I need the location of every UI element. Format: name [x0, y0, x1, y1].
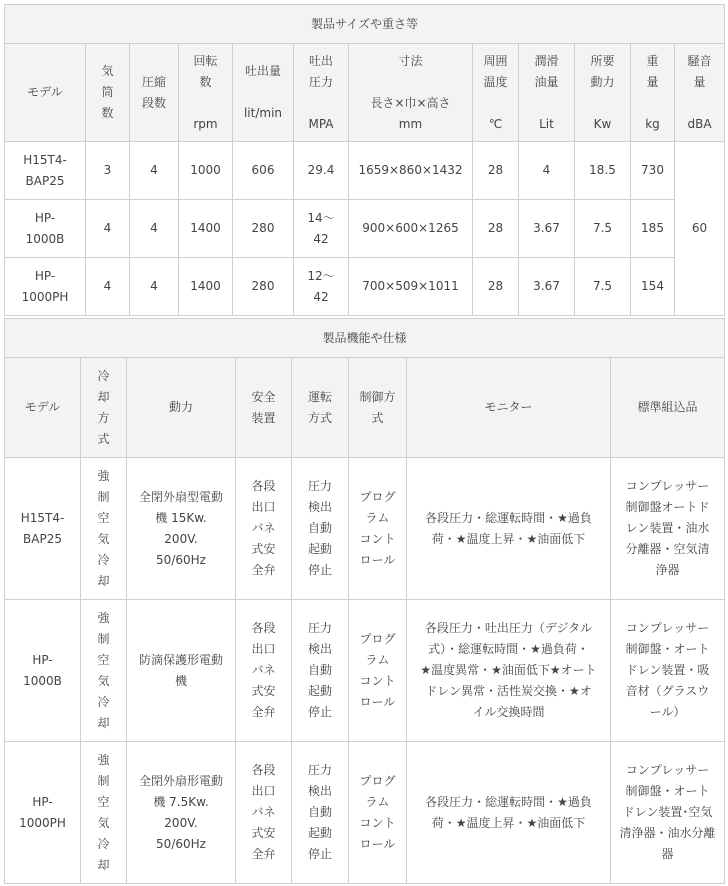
spec-cell-cooling-line: 冷	[97, 552, 110, 567]
size-cell-pressure-line: 14～	[307, 210, 335, 225]
spec-cell-operation-line: 検出	[307, 642, 332, 656]
spec-header-cell-line: 装置	[251, 410, 276, 425]
size-cell-cylinders-line: 4	[103, 279, 112, 293]
spec-header-cell	[81, 358, 127, 458]
spec-cell-motor-line: 機	[174, 673, 187, 688]
size-header-cell-line: Lit	[539, 116, 554, 131]
size-table	[4, 4, 725, 316]
size-header-cell	[233, 44, 294, 142]
size-header-cell-line: Kw	[593, 116, 612, 131]
spec-cell-operation-line: 停止	[307, 847, 332, 861]
table-row	[5, 200, 725, 258]
spec-header-cell	[5, 358, 81, 458]
spec-cell-safety-line: 全弁	[251, 847, 276, 861]
size-header-cell-line: 圧力	[308, 74, 333, 89]
size-cell-cylinders	[86, 200, 130, 258]
size-cell-stages	[130, 258, 179, 316]
spec-cell-cooling-line: 気	[97, 673, 110, 688]
spec-cell-standard	[611, 458, 725, 600]
size-header-cell-line: 回転	[193, 53, 218, 68]
spec-header-cell-line: 方	[97, 410, 110, 425]
spec-cell-motor	[127, 600, 236, 742]
size-cell-pressure	[294, 200, 349, 258]
size-header-cell-line	[179, 93, 232, 114]
size-cell-dims-line: 700×509×1011	[362, 279, 459, 293]
spec-cell-cooling-line: 冷	[97, 836, 110, 851]
size-cell-pressure	[294, 142, 349, 200]
spec-cell-control-line: ラム	[365, 510, 390, 525]
size-header-cell-line: 重	[646, 53, 659, 68]
size-header-cell-line: kg	[645, 116, 660, 131]
size-header-cell-line: 筒	[101, 85, 114, 99]
size-cell-temp	[473, 200, 519, 258]
spec-header-cell	[292, 358, 349, 458]
spec-cell-operation-line: 自動	[307, 663, 332, 677]
spec-cell-motor-line: 防滴保護形電動	[138, 652, 223, 667]
size-table-title: 製品サイズや重さ等	[5, 5, 725, 44]
size-cell-weight	[631, 258, 675, 316]
size-cell-oil-line: 3.67	[533, 279, 560, 293]
size-cell-temp-line: 28	[487, 279, 504, 293]
spec-cell-standard-line: 清浄器・油水分離	[619, 826, 716, 840]
spec-cell-standard-line: 浄器	[655, 563, 680, 577]
spec-cell-safety-line: 全弁	[251, 563, 276, 577]
size-cell-noise	[675, 142, 725, 316]
spec-cell-motor	[127, 742, 236, 884]
size-cell-model-line: HP-	[34, 210, 56, 225]
table-row	[5, 600, 725, 742]
size-header-cell-line: 圧縮	[141, 74, 166, 89]
size-cell-oil	[519, 142, 575, 200]
size-cell-power-line: 7.5	[592, 221, 613, 235]
spec-cell-operation-line: 検出	[307, 500, 332, 514]
size-cell-stages	[130, 200, 179, 258]
size-header-cell-line: 動力	[590, 74, 615, 89]
spec-header-cell-line: 制御方	[359, 389, 396, 404]
spec-header-cell-line: 冷	[97, 368, 110, 383]
spec-cell-safety-line: バネ	[251, 805, 276, 819]
size-header-cell-line: MPA	[308, 116, 334, 131]
size-cell-stages-line: 4	[150, 221, 158, 235]
size-header-cell	[179, 44, 233, 142]
spec-cell-safety-line: 出口	[251, 784, 276, 798]
size-header-cell-line: 潤滑	[534, 53, 559, 68]
spec-cell-control-line: コント	[359, 531, 396, 546]
size-cell-rpm	[179, 258, 233, 316]
table-row	[5, 258, 725, 316]
spec-cell-cooling	[81, 742, 127, 884]
spec-cell-monitor	[407, 600, 611, 742]
size-header-cell-line: 数	[101, 106, 114, 120]
size-cell-pressure-line: 12～	[307, 268, 335, 283]
size-header-cell-line	[631, 93, 674, 114]
table-row	[5, 142, 725, 200]
size-cell-noise-line: 60	[691, 221, 708, 235]
size-header-cell	[473, 44, 519, 142]
size-cell-power-line: 7.5	[592, 279, 613, 293]
spec-cell-safety	[236, 600, 292, 742]
size-header-cell-line: 量	[646, 74, 659, 89]
table-row	[5, 458, 725, 600]
size-header-cell	[631, 44, 675, 142]
spec-table	[4, 318, 725, 884]
spec-cell-motor-line: 全閉外扇型電動	[138, 489, 223, 504]
spec-cell-safety-line: 各段	[251, 763, 276, 777]
size-cell-discharge-line: 606	[251, 163, 275, 177]
spec-cell-operation-line: 圧力	[307, 479, 332, 493]
size-cell-rpm-line: 1400	[190, 279, 221, 293]
spec-cell-motor-line: 全閉外扇形電動	[138, 773, 223, 788]
spec-cell-model-line: HP-	[32, 652, 53, 667]
size-header-cell	[519, 44, 575, 142]
spec-header-cell-line: 動力	[168, 400, 193, 414]
size-cell-discharge-line: 280	[251, 221, 275, 235]
spec-table-header	[5, 358, 725, 458]
size-cell-weight	[631, 142, 675, 200]
spec-cell-safety-line: 各段	[251, 479, 276, 493]
spec-cell-cooling-line: 却	[97, 715, 110, 730]
spec-cell-standard	[611, 742, 725, 884]
spec-cell-standard-line: コンプレッサー	[625, 621, 710, 635]
size-cell-power	[575, 200, 631, 258]
spec-cell-standard-line: ドレン装置・吸	[625, 663, 710, 677]
spec-cell-model	[5, 458, 81, 600]
size-header-cell-line: 周囲	[483, 53, 508, 68]
size-header-cell-line: 騒音	[687, 53, 712, 68]
spec-cell-cooling-line: 空	[97, 652, 110, 667]
spec-cell-motor-line: 50/60Hz	[156, 552, 206, 567]
size-cell-model-line: 1000B	[25, 231, 65, 246]
size-cell-weight-line: 185	[641, 221, 664, 235]
size-cell-stages-line: 4	[150, 279, 158, 293]
spec-cell-safety-line: バネ	[251, 663, 276, 677]
spec-cell-cooling-line: 強	[97, 752, 110, 767]
spec-cell-control-line: ラム	[365, 652, 390, 667]
size-header-cell	[5, 44, 86, 142]
spec-cell-model-line: H15T4-	[20, 510, 65, 525]
spec-cell-monitor-line: 各段圧力・総運転時間・★過負	[425, 510, 592, 525]
size-header-cell-line	[675, 93, 724, 114]
spec-cell-cooling-line: 冷	[97, 694, 110, 709]
size-cell-discharge	[233, 200, 294, 258]
spec-cell-model-line: 1000B	[23, 673, 62, 688]
size-cell-model-line: 1000PH	[21, 289, 69, 304]
size-cell-pressure-line: 42	[313, 231, 329, 246]
spec-cell-monitor-line: 各段圧力・総運転時間・★過負	[425, 794, 592, 809]
spec-cell-cooling-line: 却	[97, 573, 110, 588]
size-header-cell-line: モデル	[27, 85, 63, 99]
spec-cell-control	[349, 458, 407, 600]
size-cell-stages	[130, 142, 179, 200]
spec-cell-standard-line: コンプレッサー	[625, 763, 710, 777]
spec-cell-safety-line: 出口	[251, 642, 276, 656]
size-header-cell-line: dBA	[687, 116, 712, 131]
spec-cell-standard-line: 制御盤・オート	[625, 642, 710, 656]
spec-cell-monitor-line: ★温度異常・★油面低下★オート	[420, 663, 597, 677]
spec-cell-control-line: ロール	[359, 552, 396, 567]
size-cell-model	[5, 200, 86, 258]
spec-header-cell-line: 式	[97, 431, 110, 446]
spec-cell-motor-line: 機 7.5Kw.	[153, 794, 209, 809]
spec-cell-operation-line: 自動	[307, 521, 332, 535]
spec-cell-motor-line: 50/60Hz	[156, 836, 206, 851]
spec-cell-operation	[292, 458, 349, 600]
size-cell-power	[575, 258, 631, 316]
size-header-cell-line: mm	[398, 116, 423, 131]
spec-cell-control-line: コント	[359, 815, 396, 830]
spec-table-title: 製品機能や仕様	[5, 319, 725, 358]
spec-cell-monitor-line: 荷・★温度上昇・★油面低下	[431, 531, 586, 546]
spec-cell-safety-line: 全弁	[251, 705, 276, 719]
spec-cell-standard	[611, 600, 725, 742]
size-header-cell-line	[349, 72, 472, 93]
spec-cell-operation	[292, 600, 349, 742]
size-cell-model-line: H15T4-	[23, 152, 67, 167]
size-cell-pressure-line: 29.4	[307, 163, 335, 177]
spec-header-cell	[349, 358, 407, 458]
spec-header-cell-line: 却	[97, 389, 110, 404]
spec-cell-safety-line: バネ	[251, 521, 276, 535]
size-cell-weight	[631, 200, 675, 258]
size-cell-discharge	[233, 142, 294, 200]
spec-cell-standard-line: 音材（グラスウ	[625, 684, 710, 698]
spec-header-cell-line: 方式	[307, 410, 332, 425]
size-cell-temp-line: 28	[487, 221, 504, 235]
size-table-header	[5, 44, 725, 142]
spec-cell-cooling-line: 強	[97, 468, 110, 483]
size-cell-dims-line: 900×600×1265	[362, 221, 459, 235]
spec-cell-control-line: ロール	[359, 836, 396, 851]
spec-cell-operation-line: 停止	[307, 563, 332, 577]
size-cell-cylinders	[86, 258, 130, 316]
size-header-cell-line: 油量	[534, 74, 559, 89]
spec-cell-monitor	[407, 458, 611, 600]
size-header-cell	[130, 44, 179, 142]
size-header-cell-line: 所要	[590, 53, 615, 68]
spec-cell-control-line: プログ	[359, 773, 396, 788]
spec-cell-operation-line: 圧力	[307, 621, 332, 635]
spec-cell-model-line: BAP25	[23, 531, 62, 546]
spec-cell-safety	[236, 458, 292, 600]
spec-header-cell-line: 安全	[251, 389, 276, 404]
size-cell-cylinders-line: 4	[103, 221, 112, 235]
size-cell-dims	[349, 200, 473, 258]
spec-cell-cooling-line: 気	[97, 531, 110, 546]
spec-cell-standard-line: レン装置・油水	[625, 521, 710, 535]
size-cell-pressure	[294, 258, 349, 316]
spec-cell-control-line: プログ	[359, 489, 396, 504]
size-cell-stages-line: 4	[150, 163, 158, 177]
size-cell-oil-line: 3.67	[533, 221, 560, 235]
spec-cell-model-line: HP-	[32, 794, 53, 809]
size-cell-pressure-line: 42	[313, 289, 329, 304]
size-header-cell-line: rpm	[193, 116, 218, 131]
size-header-cell	[86, 44, 130, 142]
size-header-cell	[294, 44, 349, 142]
size-header-cell-line: lit/min	[243, 106, 283, 120]
spec-cell-monitor	[407, 742, 611, 884]
spec-header-cell	[407, 358, 611, 458]
spec-cell-standard-line: 制御盤オートド	[625, 500, 710, 514]
size-cell-model-line: HP-	[34, 268, 56, 283]
spec-cell-cooling-line: 却	[97, 857, 110, 872]
size-header-cell-line: 数	[199, 74, 212, 89]
spec-header-cell-line: モニター	[484, 400, 533, 414]
spec-cell-operation	[292, 742, 349, 884]
size-header-cell-line	[575, 93, 630, 114]
size-cell-dims-line: 1659×860×1432	[358, 163, 463, 177]
spec-header-cell	[611, 358, 725, 458]
size-header-cell-line: 気	[101, 64, 114, 78]
spec-header-cell-line: 式	[371, 410, 384, 425]
spec-cell-model-line: 1000PH	[19, 815, 66, 830]
size-cell-cylinders-line: 3	[103, 163, 112, 177]
spec-cell-operation-line: 検出	[307, 784, 332, 798]
size-header-cell-line	[233, 82, 293, 103]
spec-cell-operation-line: 圧力	[307, 763, 332, 777]
spec-cell-operation-line: 起動	[307, 684, 332, 698]
size-cell-oil	[519, 258, 575, 316]
size-cell-power	[575, 142, 631, 200]
size-header-cell-line	[519, 93, 574, 114]
spec-cell-standard-line: 分離器・空気清	[625, 542, 710, 556]
size-header-cell-line: 寸法	[398, 53, 423, 68]
spec-cell-safety-line: 式安	[251, 684, 276, 698]
size-cell-model-line: BAP25	[25, 173, 65, 188]
spec-cell-control-line: プログ	[359, 631, 396, 646]
size-cell-rpm	[179, 200, 233, 258]
spec-cell-operation-line: 起動	[307, 542, 332, 556]
spec-cell-control	[349, 742, 407, 884]
spec-cell-control-line: ロール	[359, 694, 396, 709]
spec-cell-safety-line: 各段	[251, 621, 276, 635]
spec-cell-control-line: ラム	[365, 794, 390, 809]
size-cell-rpm-line: 1400	[190, 221, 221, 235]
spec-cell-cooling-line: 制	[97, 631, 110, 646]
spec-cell-cooling-line: 強	[97, 610, 110, 625]
size-header-cell-line	[294, 93, 348, 114]
size-cell-discharge-line: 280	[251, 279, 275, 293]
size-cell-dims	[349, 142, 473, 200]
spec-cell-cooling-line: 制	[97, 773, 110, 788]
spec-cell-standard-line: ール）	[649, 705, 686, 719]
spec-cell-model	[5, 742, 81, 884]
spec-cell-standard-line: ドレン装置･空気	[622, 805, 713, 819]
spec-cell-motor-line: 200V.	[164, 531, 198, 546]
spec-cell-monitor-line: 各段圧力・吐出圧力（デジタル	[424, 621, 593, 635]
size-cell-temp-line: 28	[487, 163, 504, 177]
table-row	[5, 742, 725, 884]
size-header-cell-line: 量	[693, 74, 706, 89]
spec-cell-monitor-line: 式）・総運転時間・★過負荷・	[428, 642, 589, 656]
spec-header-cell-line: 運転	[307, 389, 332, 404]
spec-cell-monitor-line: 荷・★温度上昇・★油面低下	[431, 815, 586, 830]
spec-header-cell	[127, 358, 236, 458]
size-cell-oil	[519, 200, 575, 258]
size-cell-weight-line: 730	[641, 163, 664, 177]
size-cell-temp	[473, 142, 519, 200]
size-header-cell	[349, 44, 473, 142]
spec-cell-standard-line: 器	[661, 847, 674, 861]
size-header-cell	[575, 44, 631, 142]
spec-cell-monitor-line: イル交換時間	[472, 705, 545, 719]
spec-cell-safety-line: 式安	[251, 542, 276, 556]
spec-cell-cooling-line: 空	[97, 794, 110, 809]
size-cell-temp	[473, 258, 519, 316]
spec-cell-motor-line: 200V.	[164, 815, 198, 830]
size-cell-power-line: 18.5	[589, 163, 616, 177]
spec-cell-cooling-line: 気	[97, 815, 110, 830]
size-cell-model	[5, 142, 86, 200]
size-cell-oil-line: 4	[542, 163, 551, 177]
size-header-cell-line: 段数	[141, 95, 166, 110]
spec-cell-safety-line: 出口	[251, 500, 276, 514]
size-header-cell-line	[473, 93, 518, 114]
size-cell-weight-line: 154	[641, 279, 664, 293]
spec-cell-safety-line: 式安	[251, 826, 276, 840]
size-cell-rpm-line: 1000	[190, 163, 221, 177]
spec-cell-cooling-line: 制	[97, 489, 110, 504]
spec-header-cell	[236, 358, 292, 458]
spec-cell-cooling	[81, 600, 127, 742]
spec-cell-standard-line: 制御盤・オート	[625, 784, 710, 798]
spec-cell-motor-line: 機 15Kw.	[155, 510, 207, 525]
size-header-cell	[675, 44, 725, 142]
spec-cell-cooling-line: 空	[97, 510, 110, 525]
size-header-cell-line: ℃	[488, 116, 503, 131]
size-cell-model	[5, 258, 86, 316]
size-cell-rpm	[179, 142, 233, 200]
spec-cell-operation-line: 起動	[307, 826, 332, 840]
size-header-cell-line: 温度	[483, 74, 508, 89]
size-cell-dims	[349, 258, 473, 316]
spec-header-cell-line: モデル	[24, 400, 61, 414]
size-cell-discharge	[233, 258, 294, 316]
spec-cell-model	[5, 600, 81, 742]
spec-header-cell-line: 標準組込品	[637, 400, 698, 414]
size-header-cell-line: 吐出	[308, 53, 333, 68]
size-cell-cylinders	[86, 142, 130, 200]
spec-cell-control-line: コント	[359, 673, 396, 688]
spec-cell-operation-line: 自動	[307, 805, 332, 819]
spec-cell-safety	[236, 742, 292, 884]
size-header-cell-line: 吐出量	[244, 64, 281, 78]
spec-cell-standard-line: コンプレッサー	[625, 479, 710, 493]
spec-cell-cooling	[81, 458, 127, 600]
spec-cell-operation-line: 停止	[307, 705, 332, 719]
size-header-cell-line: 長さ×巾×高さ	[370, 95, 451, 110]
spec-cell-motor	[127, 458, 236, 600]
spec-cell-control	[349, 600, 407, 742]
spec-cell-monitor-line: ドレン異常・活性炭交換・★オ	[425, 684, 592, 698]
